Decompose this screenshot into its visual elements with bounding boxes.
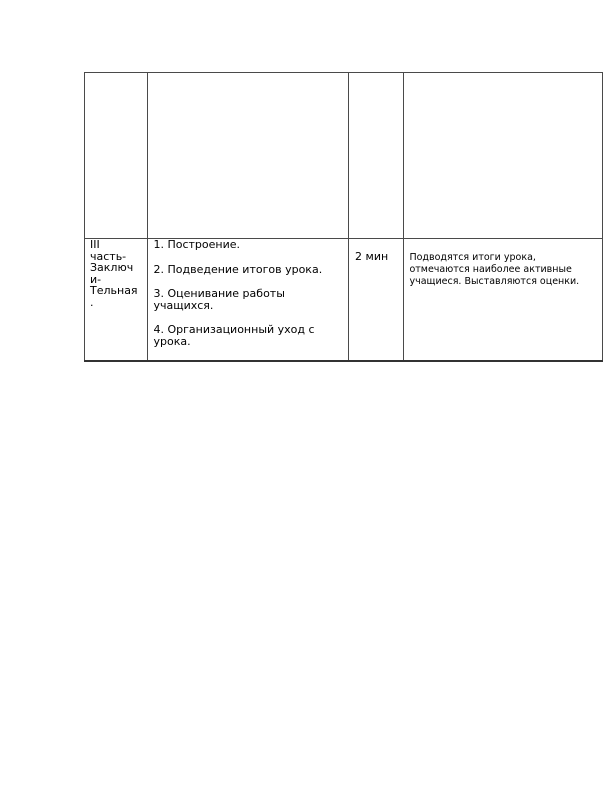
content-list-item: 2. Подведение итогов урока.: [153, 262, 323, 276]
lesson-part-label-line: .: [90, 295, 94, 309]
table-row: [85, 73, 603, 239]
table-cell-empty: [404, 73, 603, 239]
table-row: [85, 239, 603, 362]
lesson-part-cell: [85, 239, 148, 362]
content-list-item: 1. Построение.: [153, 238, 241, 251]
lesson-part-label-line: часть-: [90, 249, 127, 263]
content-list-item: 3. Оценивание работы учащихся.: [153, 287, 285, 312]
table-cell-empty: [85, 73, 148, 239]
lesson-content-cell: [148, 239, 349, 362]
lesson-time-cell: 2 мин: [349, 239, 404, 362]
lesson-part-label-line: Заключ: [90, 261, 134, 274]
content-list-item: 4. Организационный уход с урока.: [153, 323, 315, 348]
lesson-part-label-line: III: [90, 238, 100, 251]
lesson-part-label-line: и-: [90, 272, 102, 286]
lesson-plan-table: [84, 72, 603, 362]
lesson-part-label-line: Тельная: [90, 284, 138, 297]
table-cell-empty: [349, 73, 404, 239]
lesson-notes-cell: Подводятся итоги урока, отмечаются наиболее активные учащиеся. Выставляются оценки.: [404, 239, 603, 362]
table-cell-empty: [148, 73, 349, 239]
